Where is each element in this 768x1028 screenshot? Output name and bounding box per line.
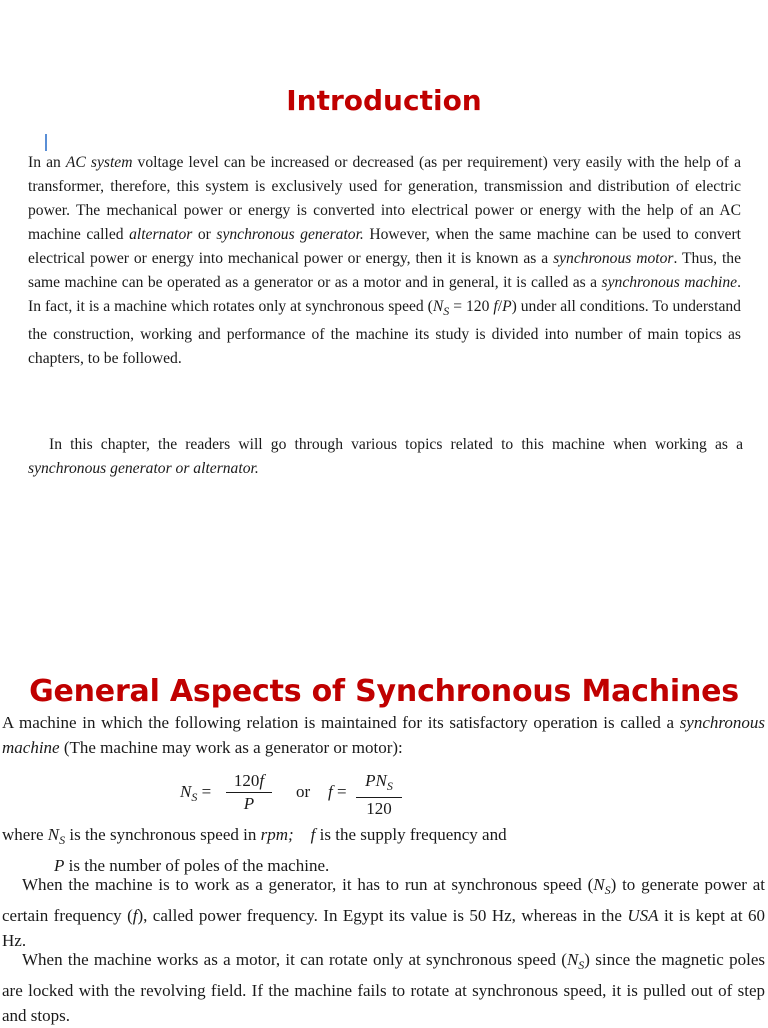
chapter-paragraph: In this chapter, the readers will go through various topics related to this machine when working as a synchronous generator or alternator. xyxy=(28,436,743,477)
formula-fraction-1: $\frac{120f}{P}$ xyxy=(226,770,272,815)
general-aspects-heading: General Aspects of Synchronous Machines xyxy=(29,674,739,709)
where-paragraph: where $N_S$ is the synchronous speed in rpm; f is the supply frequency and P is the number of poles of the machine. xyxy=(2,825,507,875)
motor-paragraph: When the machine works as a motor, it can rotate only at synchronous speed $(N_S)$ since the magnetic poles are locked with the revolving field. If the machine fails to rotate at synchronous speed, it is pulled out of step and stops. xyxy=(2,950,765,1025)
formula-lhs-ns: $N_S$ = xyxy=(180,782,212,804)
formula-fraction-2: $PN_S$ 120 xyxy=(356,770,402,820)
definition-paragraph: A machine in which the following relation is maintained for its satisfactory operation is called a synchronous machine (The machine may work as a generator or motor): xyxy=(2,713,765,757)
generator-paragraph: When the machine is to work as a generator, it has to run at synchronous speed $(N_S)$ to generate power at certain frequency (f), called power frequency. In Egypt its value is 50 Hz, whereas in the USA it is kept at 60 Hz. xyxy=(2,875,766,950)
intro-heading: Introduction xyxy=(286,84,482,117)
formula-lhs-f: f = xyxy=(328,782,347,801)
text-cursor xyxy=(45,134,47,151)
formula-or: or xyxy=(296,782,311,801)
intro-paragraph: In an AC system voltage level can be increased or decreased (as per requirement) very easily with the help of a transformer, therefore, this system is exclusively used for generation, transmission and distribution of electric power. The mechanical power or energy is converted into electrical power or energy with the help of an AC machine called alternator or synchronous generator. However, when the same machine can be used to convert electrical power or energy into mechanical power or energy, then it is known as a synchronous motor. Thus, the same machine can be operated as a generator or as a motor and in general, it is called as a synchronous machine. In fact, it is a machine which rotates only at synchronous speed ($N_S = 120$ f/P) under all conditions. To understand the construction, working and performance of the machine its study is divided into number of main topics as chapters, to be followed. xyxy=(28,154,741,367)
